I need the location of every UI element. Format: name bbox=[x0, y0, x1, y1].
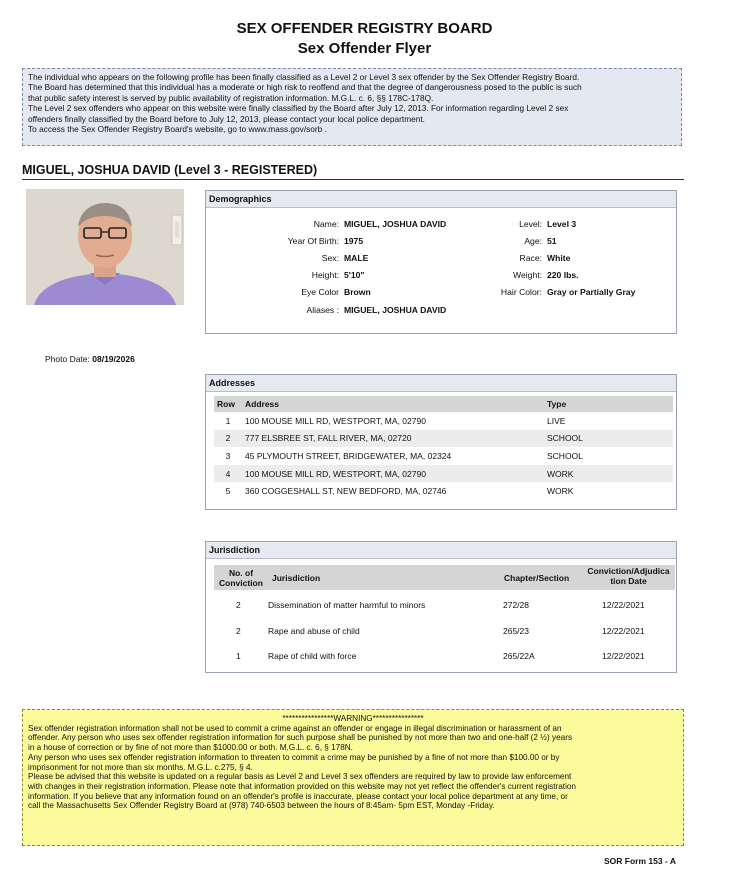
aliases-label: Aliases : bbox=[306, 305, 339, 315]
row-number: 2 bbox=[214, 430, 242, 448]
addresses-table bbox=[214, 396, 673, 500]
level-value: Level 3 bbox=[547, 219, 577, 229]
age-value: 51 bbox=[547, 236, 557, 246]
addresses-header: Addresses bbox=[206, 375, 676, 392]
warning-line: Please be advised that this website is updated on a regular basis as Level 2 and Level 3 sex offenders are required by law to provide law enforcement bbox=[28, 772, 572, 782]
warning-line: Sex offender registration information shall not be used to commit a crime against an offender or engage in illegal discrimination or harassment of an bbox=[28, 723, 562, 733]
warning-title: ****************WARNING**************** bbox=[282, 714, 424, 723]
race-value: White bbox=[547, 253, 571, 263]
level-label: Level: bbox=[519, 219, 542, 229]
heading-divider bbox=[22, 179, 684, 180]
warning-line: with changes in their registration information. Please note that information provided on this website may not yet reflect the offender's current registration bbox=[28, 781, 576, 791]
type-cell: SCHOOL bbox=[544, 430, 673, 448]
col-conviction-count-header bbox=[214, 568, 268, 588]
date-cell: 12/22/2021 bbox=[602, 600, 645, 610]
address-cell: 100 MOUSE MILL RD, WESTPORT, MA, 02790 bbox=[242, 465, 544, 483]
intro-line: offenders finally classified by the Board before to July 12, 2013, please contact your local police department. bbox=[28, 113, 425, 124]
weight-value: 220 lbs. bbox=[547, 270, 579, 280]
addresses-panel bbox=[205, 374, 677, 510]
table-row bbox=[214, 622, 675, 640]
warning-line: offender. Any person who uses sex offender registration information for such purpose shall be punished by not more than two and one-half (2 ½) years bbox=[28, 733, 573, 743]
address-cell: 100 MOUSE MILL RD, WESTPORT, MA, 02790 bbox=[245, 415, 426, 426]
intro-line: that public safety interest is served by public availability of registration information. M.G.L. c. 6, §§ 178C-178Q. bbox=[28, 92, 434, 103]
intro-line: The Level 2 sex offenders who appear on this website were finally classified by the Board after July 12, 2013. For information regarding Level 2 sex bbox=[28, 103, 569, 114]
intro-line: To access the Sex Offender Registry Board's website, go to www.mass.gov/sorb . bbox=[28, 124, 327, 135]
hair-color-label: Hair Color: bbox=[500, 287, 542, 297]
offender-photo bbox=[26, 189, 184, 305]
table-row bbox=[214, 596, 675, 614]
chapter-cell: 265/23 bbox=[503, 626, 529, 636]
demographics-panel bbox=[205, 190, 677, 334]
address-cell: 777 ELSBREE ST, FALL RIVER, MA, 02720 bbox=[242, 430, 544, 448]
height-value: 5'10" bbox=[344, 270, 365, 280]
col-date-header bbox=[582, 566, 675, 586]
address-cell: 45 PLYMOUTH STREET, BRIDGEWATER, MA, 02324 bbox=[245, 450, 452, 461]
intro-notice bbox=[22, 68, 682, 146]
col-row-header: Row bbox=[214, 396, 242, 412]
col-conviction-line1: No. of bbox=[228, 568, 254, 578]
type-cell: WORK bbox=[544, 465, 673, 483]
photo-date bbox=[45, 354, 135, 364]
intro-line: The Board has determined that this individual has a moderate or high risk to reoffend and that the degree of dangerousness posed to the public is such bbox=[28, 82, 582, 93]
page-title: SEX OFFENDER REGISTRY BOARD bbox=[236, 20, 493, 37]
jurisdiction-table-header bbox=[214, 565, 675, 590]
col-date-line2: tion Date bbox=[610, 576, 647, 586]
warning-line: information. If you believe that any information found on an offender's profile is inaccurate, please contact your local police department at any time, or bbox=[28, 791, 568, 801]
offense-cell: Rape and abuse of child bbox=[268, 626, 360, 636]
address-cell: 360 COGGESHALL ST, NEW BEDFORD, MA, 02746 bbox=[245, 486, 447, 497]
jurisdiction-panel bbox=[205, 541, 677, 673]
col-chapter-header: Chapter/Section bbox=[504, 573, 570, 583]
table-row bbox=[214, 412, 673, 430]
row-number: 4 bbox=[214, 465, 242, 483]
conviction-count: 2 bbox=[236, 626, 241, 636]
warning-line: call the Massachusetts Sex Offender Registry Board at (978) 740-6503 between the hours of 8:45am- 5pm EST, Monday -Friday. bbox=[28, 801, 495, 811]
demographics-header: Demographics bbox=[206, 191, 676, 208]
offense-cell: Rape of child with force bbox=[268, 651, 357, 661]
warning-notice bbox=[22, 709, 684, 846]
warning-line: imprisonment for not more than six months. M.G.L. c.275, § 4. bbox=[28, 762, 253, 772]
age-label: Age: bbox=[524, 236, 542, 246]
name-label: Name: bbox=[313, 219, 339, 229]
eye-color-label: Eye Color bbox=[301, 287, 339, 297]
eye-color-value: Brown bbox=[344, 287, 371, 297]
name-value: MIGUEL, JOSHUA DAVID bbox=[344, 219, 447, 229]
type-cell: LIVE bbox=[547, 415, 566, 426]
conviction-count: 2 bbox=[236, 600, 241, 610]
col-conviction-line2: Conviction bbox=[219, 578, 263, 588]
sex-value: MALE bbox=[344, 253, 369, 263]
table-row bbox=[214, 447, 673, 465]
offender-heading: MIGUEL, JOSHUA DAVID (Level 3 - REGISTERED) bbox=[22, 163, 318, 177]
type-cell: SCHOOL bbox=[547, 450, 583, 461]
date-cell: 12/22/2021 bbox=[602, 626, 645, 636]
chapter-cell: 265/22A bbox=[503, 651, 535, 661]
sex-label: Sex: bbox=[321, 253, 339, 263]
table-row bbox=[214, 465, 673, 483]
table-row bbox=[214, 430, 673, 448]
aliases-value: MIGUEL, JOSHUA DAVID bbox=[344, 305, 447, 315]
portrait-image bbox=[26, 189, 184, 305]
photo-date-value: 08/19/2026 bbox=[92, 354, 135, 364]
col-address-header: Address bbox=[242, 396, 544, 412]
form-id: SOR Form 153 - A bbox=[604, 856, 676, 866]
row-number: 5 bbox=[225, 486, 231, 497]
warning-line: Any person who uses sex offender registration information to threaten to commit a crime may be punished by a fine of not more than $100.00 or by bbox=[28, 752, 560, 762]
jurisdiction-header: Jurisdiction bbox=[206, 542, 676, 559]
hair-color-value: Gray or Partially Gray bbox=[547, 287, 636, 297]
col-date-line1: Conviction/Adjudica bbox=[587, 566, 670, 576]
col-jurisdiction-header: Jurisdiction bbox=[272, 573, 321, 583]
yob-value: 1975 bbox=[344, 236, 364, 246]
table-row bbox=[214, 482, 673, 500]
row-number: 3 bbox=[225, 450, 231, 461]
warning-line: in a house of correction or by fine of not more than $1000.00 or both. M.G.L. c. 6, § 178N. bbox=[28, 743, 353, 753]
height-label: Height: bbox=[311, 270, 339, 280]
weight-label: Weight: bbox=[513, 270, 542, 280]
page-subtitle: Sex Offender Flyer bbox=[297, 40, 432, 57]
race-label: Race: bbox=[519, 253, 542, 263]
type-cell: WORK bbox=[547, 486, 574, 497]
chapter-cell: 272/28 bbox=[503, 600, 529, 610]
photo-date-label: Photo Date: bbox=[45, 354, 90, 364]
offense-cell: Dissemination of matter harmful to minors bbox=[268, 600, 426, 610]
yob-label: Year Of Birth: bbox=[287, 236, 339, 246]
intro-line: The individual who appears on the following profile has been finally classified as a Level 2 or Level 3 sex offender by the Sex Offender Registry Board. bbox=[28, 72, 580, 82]
date-cell: 12/22/2021 bbox=[602, 651, 645, 661]
col-type-header: Type bbox=[544, 396, 673, 412]
table-row bbox=[214, 647, 675, 665]
row-number: 1 bbox=[225, 415, 231, 426]
conviction-count: 1 bbox=[236, 651, 241, 661]
